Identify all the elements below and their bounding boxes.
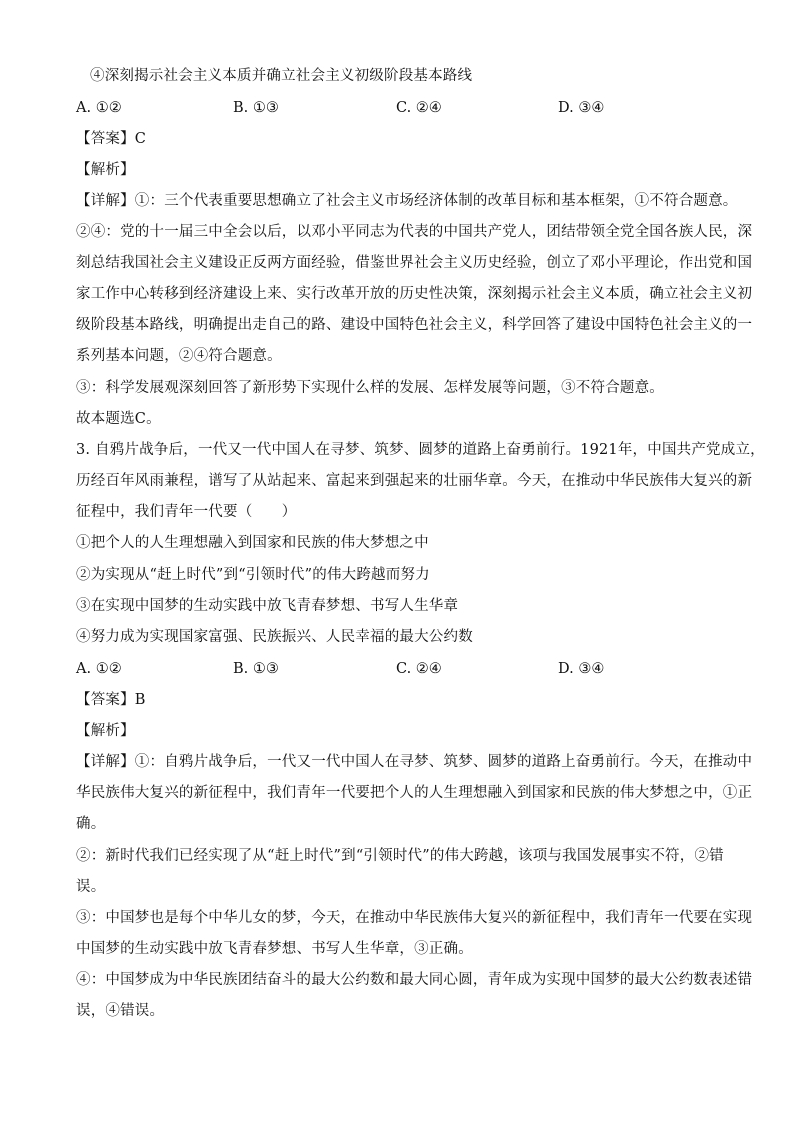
q2-choice-b: B. ①③: [233, 100, 279, 116]
q3-statement-3: ③在实现中国梦的生动实践中放飞青春梦想、书写人生华章: [76, 598, 459, 614]
q3-stem-line: 3. 自鸦片战争后，一代又一代中国人在寻梦、筑梦、圆梦的道路上奋勇前行。1921年，中国共产党成立，: [76, 442, 765, 458]
q3-detail-line: 确。: [76, 816, 106, 832]
q3-choice-b: B. ①③: [233, 661, 279, 677]
q2-choice-d: D. ③④: [558, 100, 605, 116]
q3-stem-line: 征程中，我们青年一代要（ ）: [76, 504, 297, 520]
q3-detail-line: 华民族伟大复兴的新征程中，我们青年一代要把个人的人生理想融入到国家和民族的伟大梦想之中，①正: [76, 785, 753, 801]
q2-choice-c: C. ②④: [396, 100, 442, 116]
q3-detail-line: 中国梦的生动实践中放飞青春梦想、书写人生华章，③正确。: [76, 941, 473, 957]
q3-statement-1: ①把个人的人生理想融入到国家和民族的伟大梦想之中: [76, 535, 429, 551]
q2-detail-line: ③：科学发展观深刻回答了新形势下实现什么样的发展、怎样发展等问题，③不符合题意。: [76, 380, 664, 396]
q2-detail-line: 级阶段基本路线，明确提出走自己的路、建设中国特色社会主义，科学回答了建设中国特色社会主义的一: [76, 317, 753, 333]
q2-conclusion: 故本题选C。: [76, 411, 161, 427]
q3-detail-line: ④：中国梦成为中华民族团结奋斗的最大公约数和最大同心圆，青年成为实现中国梦的最大公约数表述错: [76, 972, 753, 988]
q3-stem-line: 历经百年风雨兼程，谱写了从站起来、富起来到强起来的壮丽华章。今天，在推动中华民族伟大复兴的新: [76, 473, 753, 489]
q3-choice-c: C. ②④: [396, 661, 442, 677]
q3-analysis-label: 【解析】: [76, 723, 135, 739]
q3-choice-a: A. ①②: [76, 661, 122, 677]
q2-answer: 【答案】C: [76, 131, 147, 147]
q3-detail-line: 误。: [76, 879, 106, 895]
q3-choice-d: D. ③④: [558, 661, 605, 677]
q2-detail-line: 系列基本问题，②④符合题意。: [76, 348, 282, 364]
q2-statement-4: ④深刻揭示社会主义本质并确立社会主义初级阶段基本路线: [90, 68, 473, 84]
q3-detail-line: ③：中国梦也是每个中华儿女的梦，今天，在推动中华民族伟大复兴的新征程中，我们青年一代要在实现: [76, 910, 753, 926]
q3-statement-2: ②为实现从“赶上时代”到“引领时代”的伟大跨越而努力: [76, 567, 430, 583]
q2-detail-line: 家工作中心转移到经济建设上来、实行改革开放的历史性决策，深刻揭示社会主义本质，确立社会主义初: [76, 286, 753, 302]
q2-detail-line: ②④：党的十一届三中全会以后，以邓小平同志为代表的中国共产党人，团结带领全党全国各族人民，深: [76, 224, 753, 240]
q2-detail-line: 【详解】①：三个代表重要思想确立了社会主义市场经济体制的改革目标和基本框架，①不符合题意。: [76, 193, 738, 209]
q2-detail-line: 刻总结我国社会主义建设正反两方面经验，借鉴世界社会主义历史经验，创立了邓小平理论，作出党和国: [76, 255, 753, 271]
q3-statement-4: ④努力成为实现国家富强、民族振兴、人民幸福的最大公约数: [76, 629, 473, 645]
q3-detail-line: ②：新时代我们已经实现了从“赶上时代”到“引领时代”的伟大跨越，该项与我国发展事实不符，②错: [76, 848, 724, 864]
q3-detail-line: 误，④错误。: [76, 1003, 165, 1019]
q3-detail-line: 【详解】①：自鸦片战争后，一代又一代中国人在寻梦、筑梦、圆梦的道路上奋勇前行。今天，在推动中: [76, 754, 753, 770]
q3-answer: 【答案】B: [76, 692, 146, 708]
q2-analysis-label: 【解析】: [76, 162, 135, 178]
q2-choice-a: A. ①②: [76, 100, 122, 116]
